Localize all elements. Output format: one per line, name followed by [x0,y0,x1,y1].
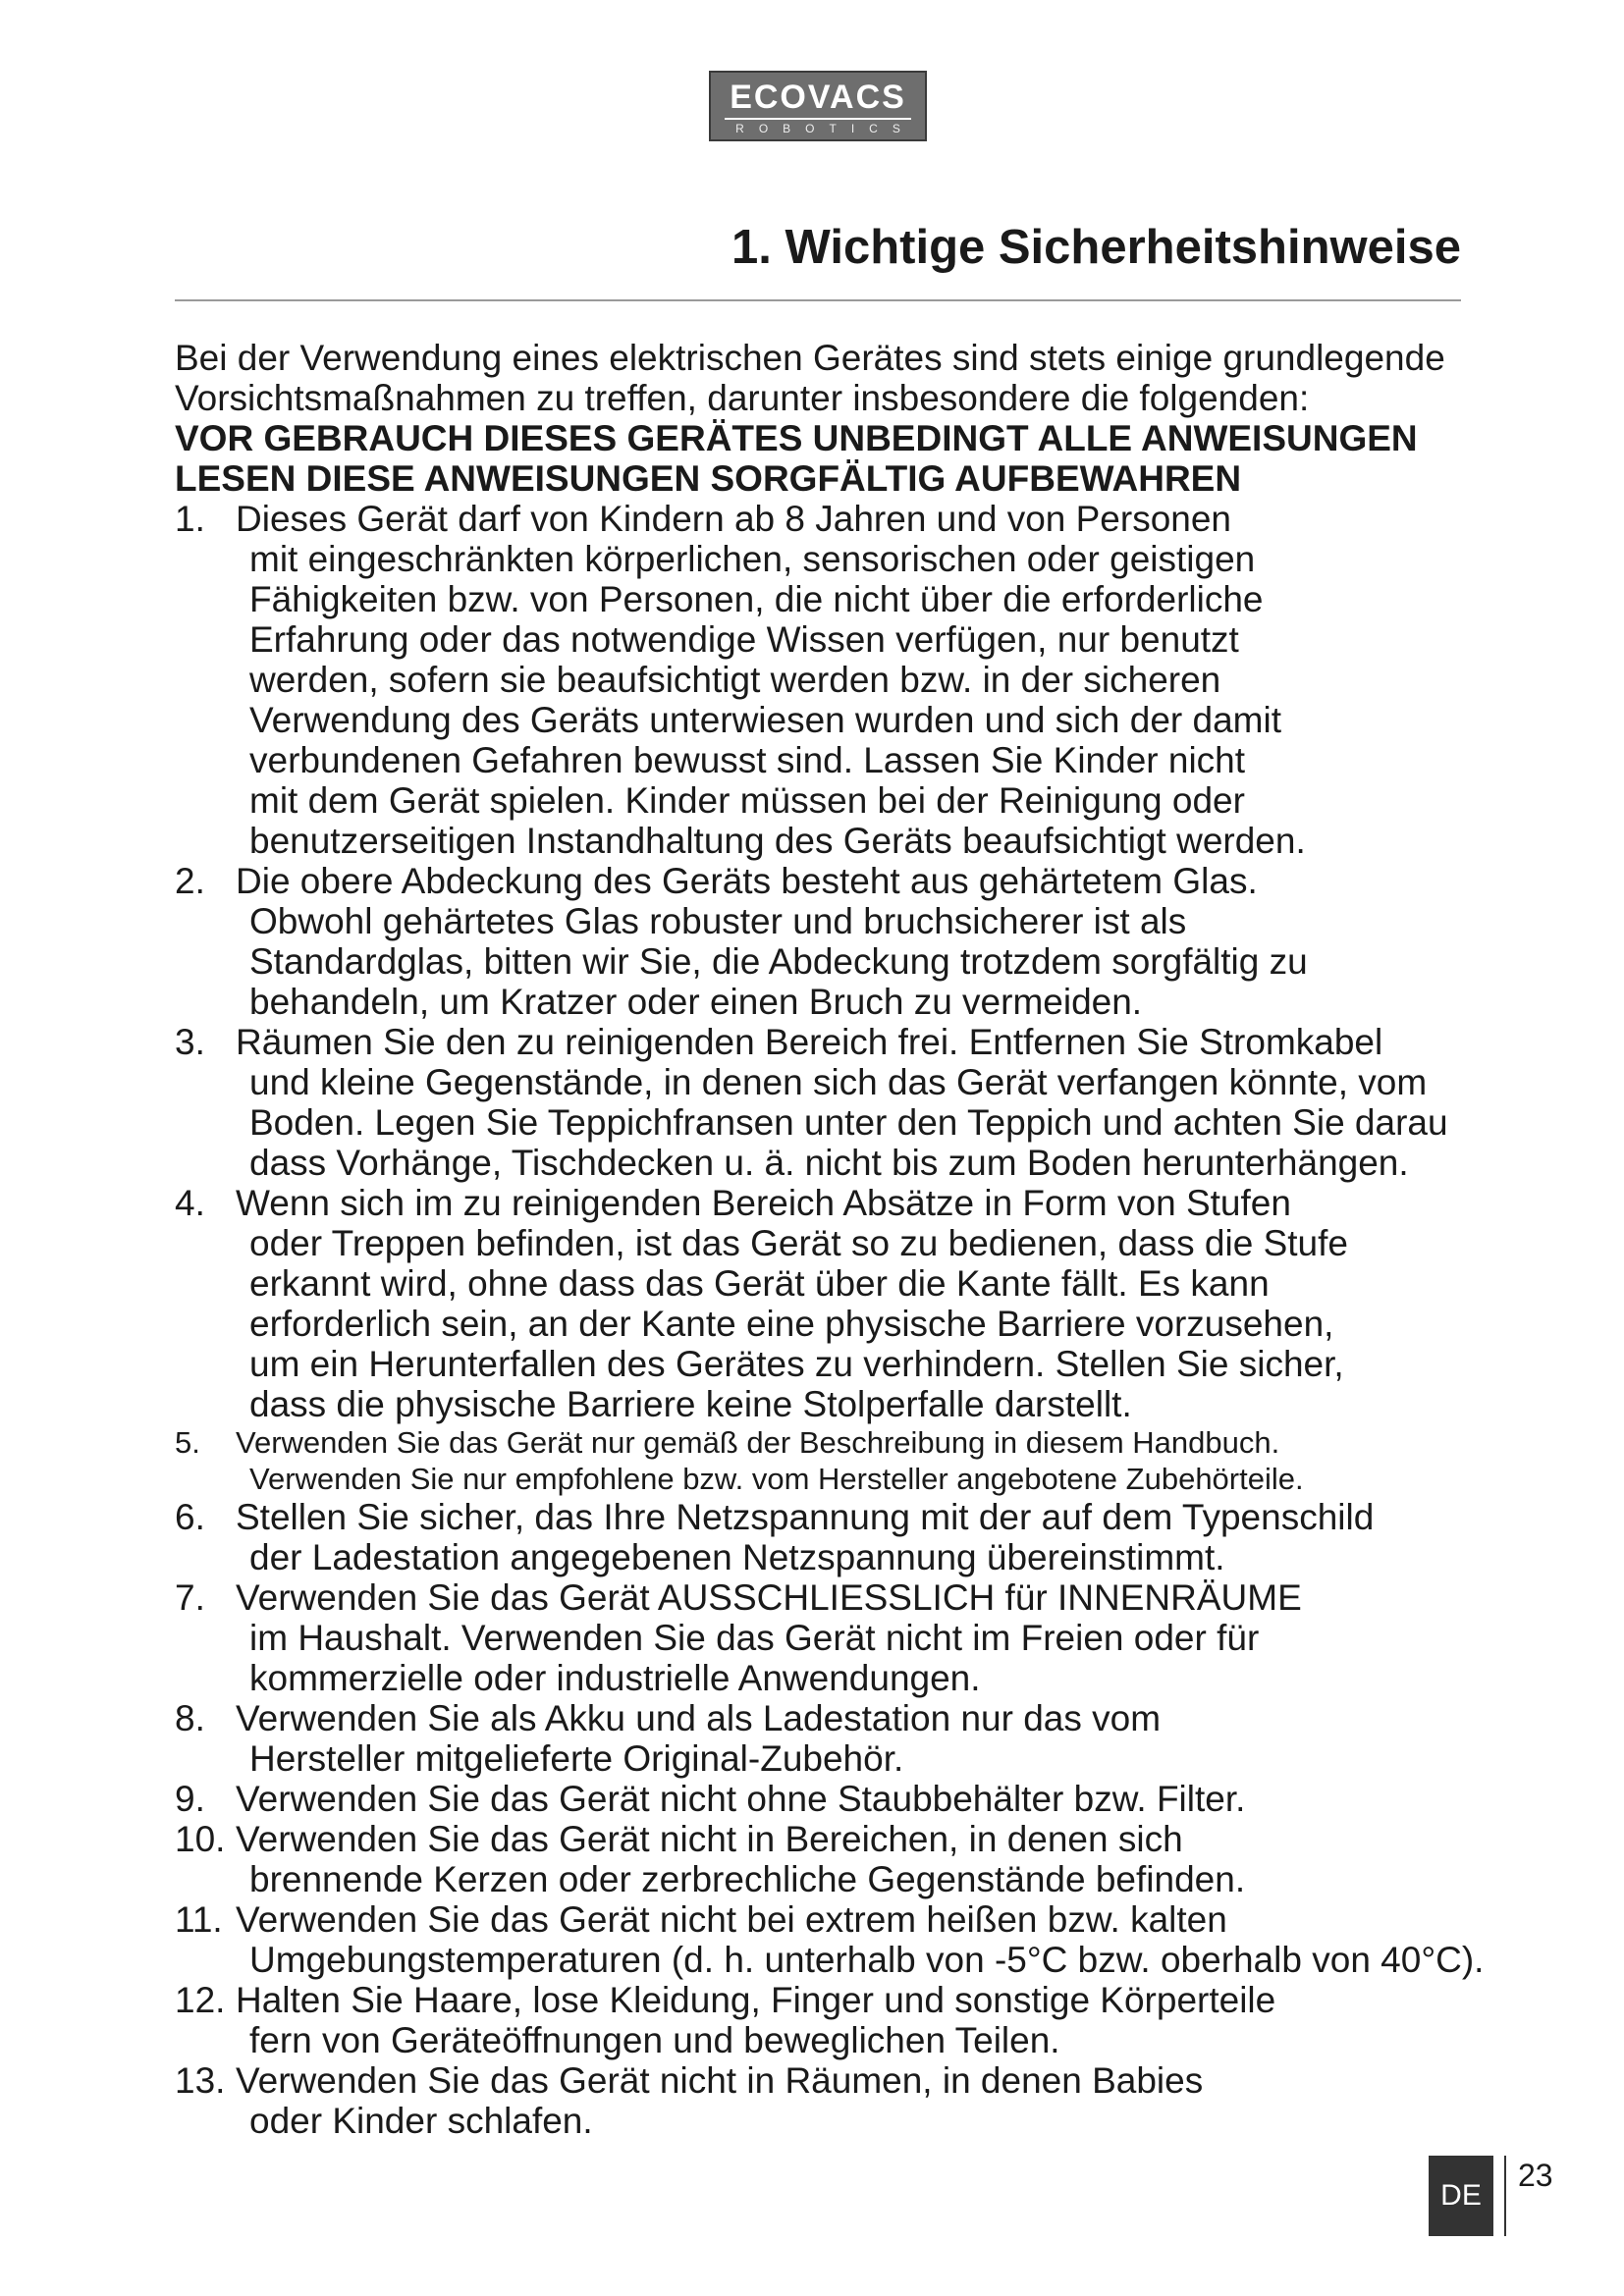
instruction-line: erforderlich sein, an der Kante eine physische Barriere vorzusehen, [249,1304,1334,1344]
instruction-item [175,1779,1579,1819]
instruction-line: Standardglas, bitten wir Sie, die Abdeckung trotzdem sorgfältig zu [249,941,1308,982]
instruction-line: Fähigkeiten bzw. von Personen, die nicht über die erforderliche [249,579,1264,619]
instruction-item [175,1819,1579,1899]
instruction-item [175,1899,1579,1980]
instruction-line: Die obere Abdeckung des Geräts besteht aus gehärtetem Glas. [236,861,1258,901]
instruction-line: der Ladestation angegebenen Netzspannung übereinstimmt. [249,1537,1225,1577]
instruction-line: behandeln, um Kratzer oder einen Bruch zu vermeiden. [249,982,1143,1022]
page-number-divider [1504,2156,1506,2236]
instruction-line: Hersteller mitgelieferte Original-Zubehör. [249,1738,904,1779]
instruction-line: Verwenden Sie nur empfohlene bzw. vom Hersteller angebotene Zubehörteile. [249,1462,1304,1496]
instruction-line: Halten Sie Haare, lose Kleidung, Finger und sonstige Körperteile [236,1980,1276,2020]
intro-line: Bei der Verwendung eines elektrischen Gerätes sind stets einige grundlegende [175,338,1445,378]
instruction-item [175,1980,1579,2060]
instruction-line: brennende Kerzen oder zerbrechliche Gegenstände befinden. [249,1859,1246,1899]
instruction-line: Umgebungstemperaturen (d. h. unterhalb von -5°C bzw. oberhalb von 40°C). [249,1940,1485,1980]
logo-subtitle: ROBOTICS [735,122,915,135]
instruction-line: Obwohl gehärtetes Glas robuster und bruchsicherer ist als [249,901,1187,941]
logo-name: ECOVACS [730,79,906,116]
instruction-item [175,1183,1579,1424]
instruction-line: kommerzielle oder industrielle Anwendungen. [249,1658,981,1698]
intro-text [175,338,1579,418]
instruction-line: dass die physische Barriere keine Stolperfalle darstellt. [249,1384,1132,1424]
instruction-item [175,1424,1579,1497]
page-number: 23 [1518,2158,1553,2193]
instruction-number: 12. [175,1980,226,2020]
warning-line: VOR GEBRAUCH DIESES GERÄTES UNBEDINGT ALLE ANWEISUNGEN [175,418,1418,458]
instruction-line: und kleine Gegenstände, in denen sich das Gerät verfangen könnte, vom [249,1062,1428,1102]
safety-instructions-list [175,499,1579,2141]
instruction-line: oder Treppen befinden, ist das Gerät so zu bedienen, dass die Stufe [249,1223,1348,1263]
instruction-line: im Haushalt. Verwenden Sie das Gerät nicht im Freien oder für [249,1618,1260,1658]
instruction-number: 3. [175,1022,205,1062]
instruction-item [175,499,1579,861]
instruction-line: fern von Geräteöffnungen und beweglichen Teilen. [249,2020,1060,2060]
warning-text [175,418,1579,499]
ecovacs-logo [709,71,927,141]
instruction-line: Dieses Gerät darf von Kindern ab 8 Jahren und von Personen [236,499,1232,539]
instruction-line: dass Vorhänge, Tischdecken u. ä. nicht bis zum Boden herunterhängen. [249,1143,1409,1183]
instruction-line: Verwendung des Geräts unterwiesen wurden und sich der damit [249,700,1281,740]
instruction-line: um ein Herunterfallen des Gerätes zu verhindern. Stellen Sie sicher, [249,1344,1344,1384]
title-divider [175,299,1461,301]
instruction-number: 10. [175,1819,226,1859]
instruction-item [175,2060,1579,2141]
instruction-line: Stellen Sie sicher, das Ihre Netzspannung mit der auf dem Typenschild [236,1497,1375,1537]
instruction-item [175,861,1579,1022]
instruction-line: benutzerseitigen Instandhaltung des Geräts beaufsichtigt werden. [249,821,1306,861]
instruction-number: 5. [175,1425,200,1460]
instruction-line: oder Kinder schlafen. [249,2101,593,2141]
instruction-line: Erfahrung oder das notwendige Wissen verfügen, nur benutzt [249,619,1239,660]
instruction-line: werden, sofern sie beaufsichtigt werden bzw. in der sicheren [249,660,1221,700]
instruction-line: Boden. Legen Sie Teppichfransen unter den Teppich und achten Sie darau [249,1102,1448,1143]
instruction-line: mit dem Gerät spielen. Kinder müssen bei der Reinigung oder [249,780,1245,821]
instruction-number: 11. [175,1899,223,1940]
instruction-item [175,1698,1579,1779]
instruction-number: 2. [175,861,205,901]
instruction-item [175,1577,1579,1698]
instruction-line: Verwenden Sie das Gerät AUSSCHLIESSLICH für INNENRÄUME [236,1577,1302,1618]
instruction-number: 9. [175,1779,205,1819]
warning-line: LESEN DIESE ANWEISUNGEN SORGFÄLTIG AUFBEWAHREN [175,458,1242,499]
instruction-line: Wenn sich im zu reinigenden Bereich Absätze in Form von Stufen [236,1183,1291,1223]
instruction-line: mit eingeschränkten körperlichen, sensorischen oder geistigen [249,539,1256,579]
instruction-line: Verwenden Sie das Gerät nur gemäß der Beschreibung in diesem Handbuch. [236,1425,1280,1460]
instruction-line: Verwenden Sie das Gerät nicht bei extrem heißen bzw. kalten [236,1899,1227,1940]
instruction-item [175,1497,1579,1577]
instruction-line: Räumen Sie den zu reinigenden Bereich frei. Entfernen Sie Stromkabel [236,1022,1383,1062]
instruction-item [175,1022,1579,1183]
instruction-number: 8. [175,1698,205,1738]
instruction-number: 7. [175,1577,205,1618]
instruction-number: 13. [175,2060,226,2101]
instruction-line: Verwenden Sie das Gerät nicht in Räumen, in denen Babies [236,2060,1204,2101]
section-title: 1. Wichtige Sicherheitshinweise [731,221,1461,274]
instruction-line: Verwenden Sie das Gerät nicht ohne Staubbehälter bzw. Filter. [236,1779,1246,1819]
instruction-line: erkannt wird, ohne dass das Gerät über die Kante fällt. Es kann [249,1263,1270,1304]
instruction-number: 1. [175,499,205,539]
instruction-line: verbundenen Gefahren bewusst sind. Lassen Sie Kinder nicht [249,740,1246,780]
language-badge: DE [1429,2156,1493,2236]
document-body [175,338,1579,2141]
instruction-line: Verwenden Sie das Gerät nicht in Bereichen, in denen sich [236,1819,1183,1859]
instruction-number: 6. [175,1497,205,1537]
instruction-number: 4. [175,1183,205,1223]
instruction-line: Verwenden Sie als Akku und als Ladestation nur das vom [236,1698,1162,1738]
intro-line: Vorsichtsmaßnahmen zu treffen, darunter insbesondere die folgenden: [175,378,1310,418]
